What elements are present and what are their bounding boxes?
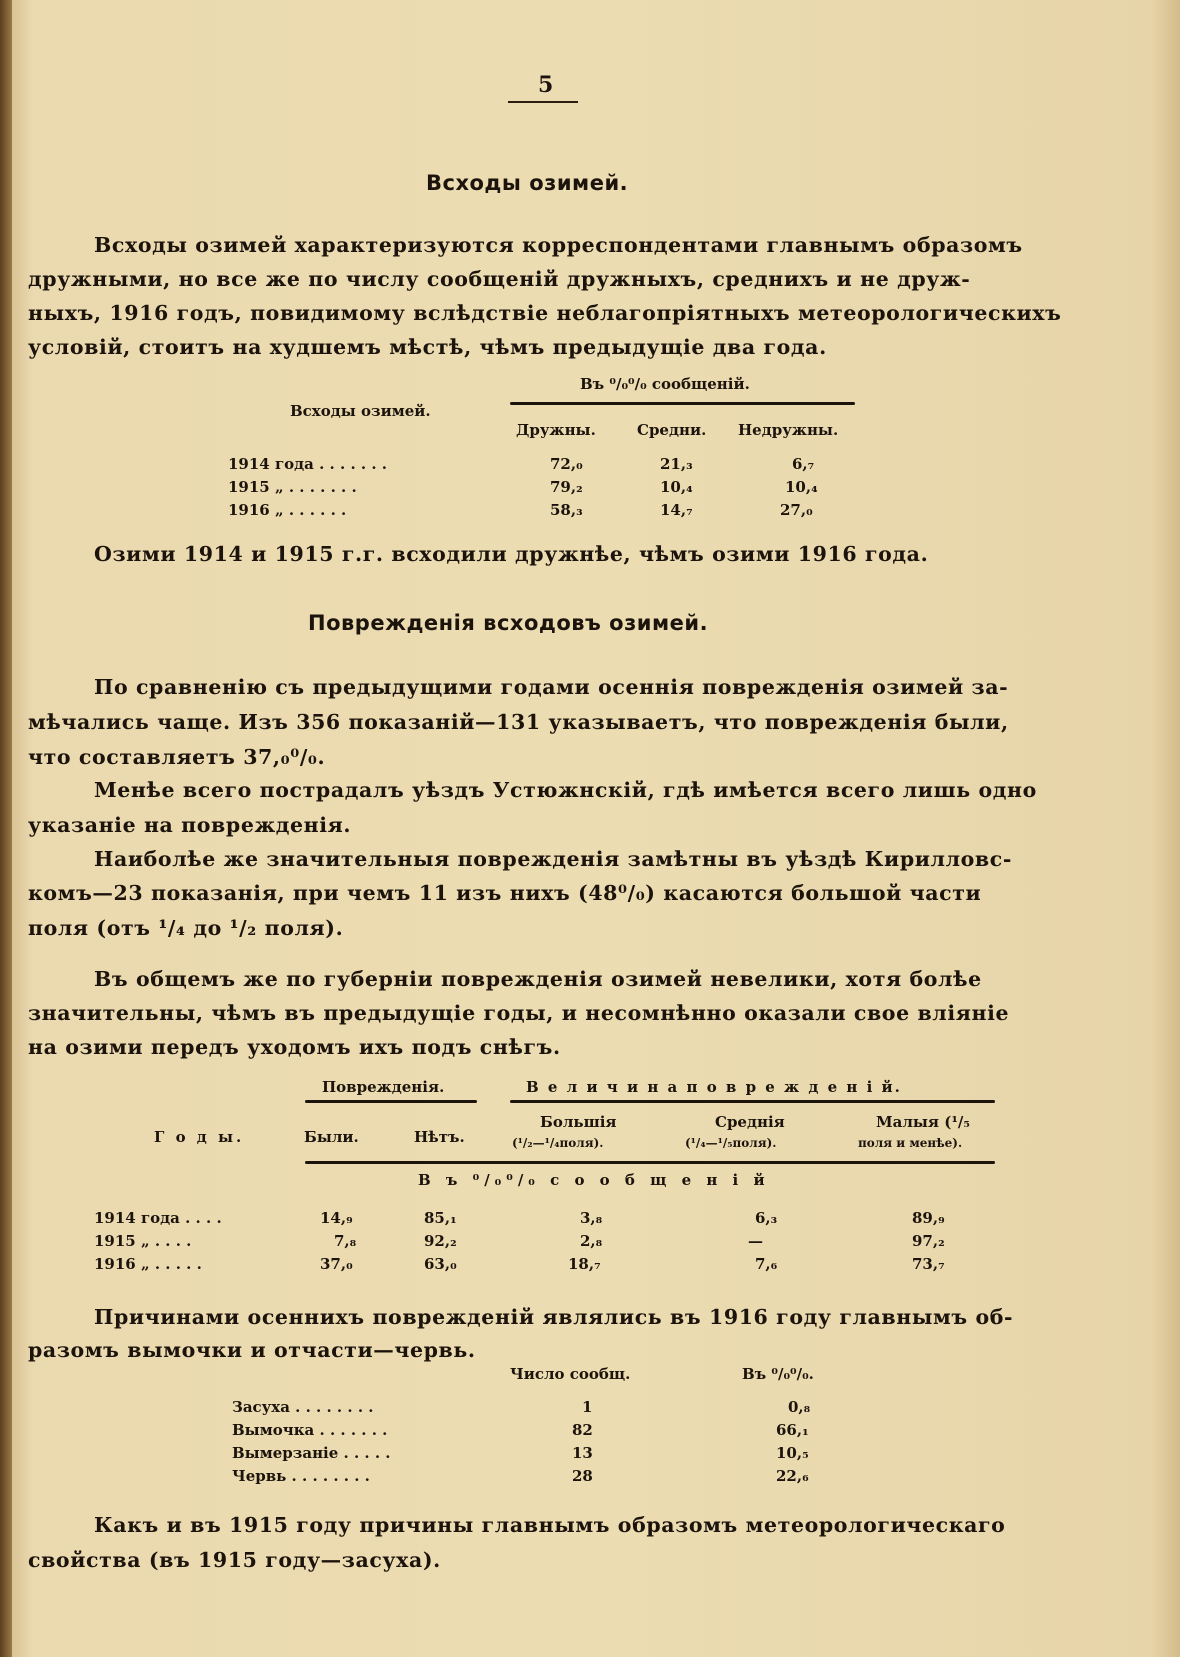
table1-row-label: 1916 „ . . . . . .: [228, 501, 347, 519]
table1-cell: 10,₄: [785, 478, 818, 496]
section1-heading: Всходы озимей.: [426, 171, 629, 195]
table1-row-label: 1915 „ . . . . . . .: [228, 478, 357, 496]
table2-unit-row: В ъ ⁰/₀⁰/₀ с о о б щ е н i й: [418, 1171, 770, 1189]
table2-cell: 85,₁: [424, 1209, 457, 1227]
table2-cell: 89,₉: [912, 1209, 945, 1227]
causes-count: 1: [582, 1398, 593, 1416]
section2-para1-line-2: мѣчались чаще. Изъ 356 показанiй—131 указываетъ, что поврежденiя были,: [28, 710, 1009, 734]
causes-row-label: Засуха . . . . . . . .: [232, 1398, 374, 1416]
table1-col-header: Недружны.: [738, 421, 839, 439]
table1-cell: 58,₃: [550, 501, 583, 519]
book-spine: [0, 0, 12, 1657]
section2-para2-line-1: Менѣе всего пострадалъ уѣздъ Устюжнскiй, гдѣ имѣется всего лишь одно: [94, 778, 1037, 802]
section1-conclusion: Озими 1914 и 1915 г.г. всходили дружнѣе, чѣмъ озими 1916 года.: [94, 542, 929, 566]
table1-group-rule: [510, 402, 855, 405]
table2-cell: 2,₈: [580, 1232, 603, 1250]
table1-col-header: Средни.: [637, 421, 707, 439]
section2-heading: Поврежденiя всходовъ озимей.: [308, 611, 709, 635]
table1-cell: 79,₂: [550, 478, 583, 496]
causes-percent: 66,₁: [776, 1421, 809, 1439]
table2-years-header: Г о д ы.: [154, 1128, 245, 1146]
table2-cell: —: [748, 1232, 763, 1250]
table1-group-header: Въ ⁰/₀⁰/₀ сообщенiй.: [580, 375, 750, 393]
section1-paragraph-line-4: условiй, стоитъ на худшемъ мѣстѣ, чѣмъ предыдущiе два года.: [28, 335, 827, 359]
section1-paragraph-line-3: ныхъ, 1916 годъ, повидимому вслѣдствiе неблагопрiятныхъ метеорологическихъ: [28, 301, 1062, 325]
table2-cell: 14,₉: [320, 1209, 353, 1227]
causes-count: 28: [572, 1467, 593, 1485]
table2-group1-rule: [305, 1100, 477, 1103]
final-line-2: свойства (въ 1915 году—засуха).: [28, 1548, 441, 1572]
table1-cell: 6,₇: [792, 455, 815, 473]
table1-cell: 72,₀: [550, 455, 583, 473]
table2-group1-header: Поврежденiя.: [322, 1078, 445, 1096]
table2-cell: 7,₆: [755, 1255, 778, 1273]
section2-para3-line-3: поля (отъ ¹/₄ до ¹/₂ поля).: [28, 916, 344, 940]
causes-percent: 22,₆: [776, 1467, 809, 1485]
table1-cell: 14,₇: [660, 501, 693, 519]
table2-col-header: Большiя: [540, 1113, 617, 1131]
final-line-1: Какъ и въ 1915 году причины главнымъ образомъ метеорологическаго: [94, 1513, 1006, 1537]
table2-cell: 7,₈: [334, 1232, 357, 1250]
table1-row-header: Всходы озимей.: [290, 402, 431, 420]
causes-count: 13: [572, 1444, 593, 1462]
section2-para1-line-1: По сравненiю съ предыдущими годами осеннiя поврежденiя озимей за-: [94, 675, 1009, 699]
page-number-rule: [508, 101, 578, 103]
causes-percent: 0,₈: [788, 1398, 811, 1416]
table2-row-label: 1915 „ . . . .: [94, 1232, 192, 1250]
table2-cell: 3,₈: [580, 1209, 603, 1227]
section1-paragraph-line-1: Всходы озимей характеризуются корреспондентами главнымъ образомъ: [94, 233, 1023, 257]
table2-group2-rule: [510, 1100, 995, 1103]
section2-para2-line-2: указанiе на поврежденiя.: [28, 813, 352, 837]
table2-col-header: Среднiя: [715, 1113, 785, 1131]
table2-header-rule: [305, 1161, 995, 1164]
table2-cell: 73,₇: [912, 1255, 945, 1273]
table2-col-header: Были.: [304, 1128, 359, 1146]
table2-row-label: 1916 „ . . . . .: [94, 1255, 202, 1273]
table1-cell: 21,₃: [660, 455, 693, 473]
table2-col-subheader: (¹/₄—¹/₅поля).: [685, 1136, 777, 1150]
causes-row-label: Вымочка . . . . . . .: [232, 1421, 388, 1439]
section2-para1-line-3: что составляетъ 37,₀⁰/₀.: [28, 745, 326, 769]
causes-row-label: Вымерзанiе . . . . .: [232, 1444, 391, 1462]
table1-col-header: Дружны.: [516, 421, 596, 439]
table2-col-subheader: (¹/₂—¹/₄поля).: [512, 1136, 604, 1150]
section2-para4-line-3: на озими передъ уходомъ ихъ подъ снѣгъ.: [28, 1035, 561, 1059]
section2-para4-line-1: Въ общемъ же по губернiи поврежденiя озимей невелики, хотя болѣе: [94, 967, 982, 991]
table1-cell: 10,₄: [660, 478, 693, 496]
table2-col-header: Малыя (¹/₅: [876, 1113, 970, 1131]
section2-para3-line-2: комъ—23 показанiя, при чемъ 11 изъ нихъ (48⁰/₀) касаются большой части: [28, 881, 982, 905]
section2-para4-line-2: значительны, чѣмъ въ предыдущiе годы, и несомнѣнно оказали свое влiянiе: [28, 1001, 1010, 1025]
table2-col-subheader: поля и менѣе).: [858, 1136, 963, 1150]
table2-cell: 97,₂: [912, 1232, 945, 1250]
causes-percent: 10,₅: [776, 1444, 809, 1462]
section2-para3-line-1: Наиболѣе же значительныя поврежденiя замѣтны въ уѣздѣ Кирилловс-: [94, 847, 1012, 871]
causes-count: 82: [572, 1421, 593, 1439]
table2-cell: 37,₀: [320, 1255, 353, 1273]
section1-paragraph-line-2: дружными, но все же по числу сообщенiй дружныхъ, среднихъ и не друж-: [28, 267, 971, 291]
causes-line-2: разомъ вымочки и отчасти—червь.: [28, 1338, 476, 1362]
table2-cell: 63,₀: [424, 1255, 457, 1273]
table2-row-label: 1914 года . . . .: [94, 1209, 222, 1227]
table2-cell: 6,₃: [755, 1209, 778, 1227]
table2-col-header: Нѣтъ.: [414, 1128, 465, 1146]
table2-group2-header: В е л и ч и н а п о в р е ж д е н i й.: [526, 1078, 902, 1096]
table1-row-label: 1914 года . . . . . . .: [228, 455, 387, 473]
table2-cell: 92,₂: [424, 1232, 457, 1250]
causes-line-1: Причинами осеннихъ поврежденiй являлись въ 1916 году главнымъ об-: [94, 1305, 1014, 1329]
table2-cell: 18,₇: [568, 1255, 601, 1273]
causes-col1-header: Число сообщ.: [510, 1365, 631, 1383]
table1-cell: 27,₀: [780, 501, 813, 519]
causes-row-label: Червь . . . . . . . .: [232, 1467, 370, 1485]
causes-col2-header: Въ ⁰/₀⁰/₀.: [742, 1365, 814, 1383]
page-number: 5: [538, 72, 554, 98]
